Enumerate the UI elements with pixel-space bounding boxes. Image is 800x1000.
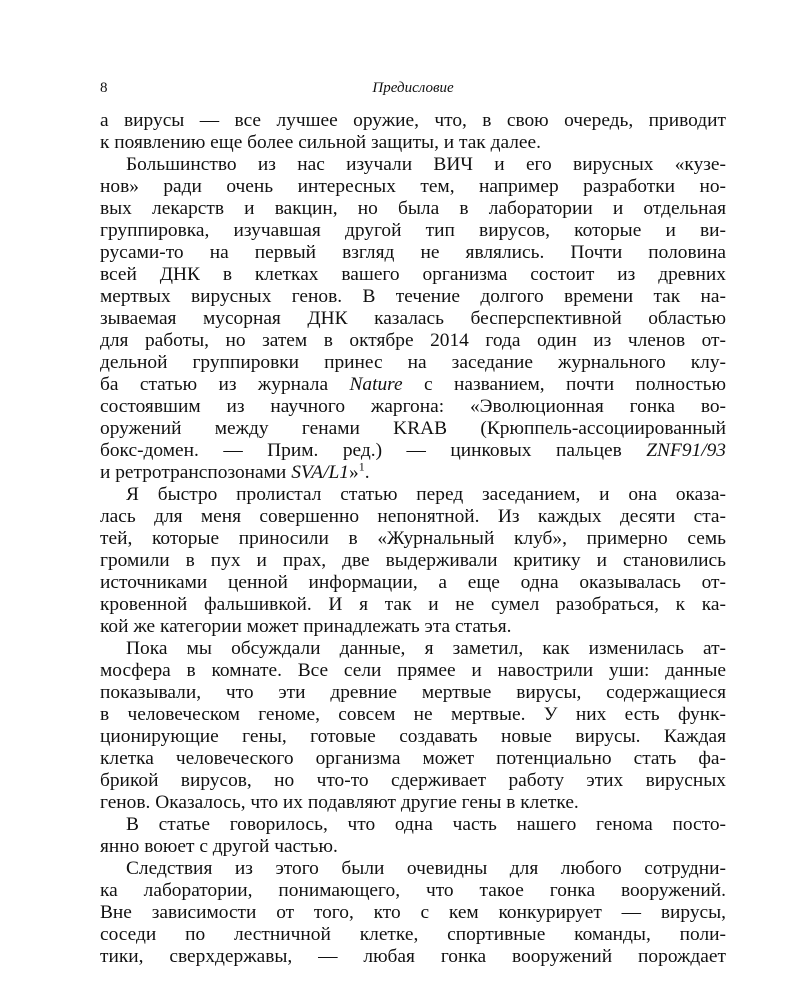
- chapter-title: Предисловие: [372, 80, 454, 96]
- text-line: Большинство из нас изучали ВИЧ и его вирусных «кузе-: [126, 154, 726, 175]
- text-line: [100, 374, 726, 396]
- text-fragment: и ретротранспозонами: [100, 462, 287, 483]
- text-line: нов» ради очень интересных тем, например разработки но-: [100, 176, 726, 197]
- running-head: [100, 78, 726, 100]
- text-line: вых лекарств и вакцин, но была в лаборатории и отдельная: [100, 198, 726, 219]
- text-line: клетка человеческого организма может потенциально стать фа-: [100, 748, 726, 769]
- body-text: [100, 110, 726, 968]
- retrotransposon-name: SVA/L1: [291, 462, 349, 483]
- text-line: брикой вирусов, но что-то сдерживает работу этих вирусных: [100, 770, 726, 791]
- text-line: ка лаборатории, понимающего, что такое гонка вооружений.: [100, 880, 726, 901]
- text-line: Вне зависимости от того, кто с кем конкурирует — вирусы,: [100, 902, 726, 923]
- quote-close: »: [349, 462, 359, 483]
- text-line: источниками ценной информации, а еще одна оказывалась от-: [100, 572, 726, 593]
- text-line: а вирусы — все лучшее оружие, что, в свою очередь, приводит: [100, 110, 726, 131]
- text-fragment: ба статью из журнала: [100, 374, 329, 395]
- text-line: состоявшим из научного жаргона: «Эволюционная гонка во-: [100, 396, 726, 417]
- text-line: кой же категории может принадлежать эта статья.: [100, 616, 512, 637]
- text-line: тики, сверхдержавы, — любая гонка вооружений порождает: [100, 946, 726, 967]
- text-line: для работы, но затем в октябре 2014 года один из членов от-: [100, 330, 726, 351]
- text-line: громили в пух и прах, две выдерживали критику и становились: [100, 550, 726, 571]
- text-line: к появлению еще более сильной защиты, и так далее.: [100, 132, 541, 153]
- text-fragment: бокс-домен. — Прим. ред.) — цинковых пальцев: [100, 440, 622, 461]
- text-line: [100, 440, 726, 462]
- journal-name: Nature: [349, 374, 403, 395]
- text-line: ционирующие гены, готовые создавать новые вирусы. Каждая: [100, 726, 726, 747]
- text-line: Следствия из этого были очевидны для любого сотрудни-: [126, 858, 726, 879]
- footnote-reference[interactable]: 1: [358, 459, 365, 474]
- text-line: показывали, что эти древние мертвые вирусы, содержащиеся: [100, 682, 726, 703]
- text-line: мертвых вирусных генов. В течение долгого времени так на-: [100, 286, 726, 307]
- text-line: Я быстро пролистал статью перед заседанием, и она оказа-: [126, 484, 726, 505]
- gene-name: ZNF91/93: [646, 440, 726, 461]
- text-line: дельной группировки принес на заседание журнального клу-: [100, 352, 726, 373]
- text-line: оружений между генами KRAB (Крюппель-ассоциированный: [100, 418, 726, 439]
- text-line: тей, которые приносили в «Журнальный клуб», примерно семь: [100, 528, 726, 549]
- text-line: Пока мы обсуждали данные, я заметил, как изменилась ат-: [126, 638, 726, 659]
- text-line: русами-то на первый взгляд не являлись. Почти половина: [100, 242, 726, 263]
- text-line: соседи по лестничной клетке, спортивные команды, поли-: [100, 924, 726, 945]
- page-number: 8: [100, 80, 108, 96]
- sentence-end: .: [364, 462, 370, 483]
- text-line: зываемая мусорная ДНК казалась бесперспективной областью: [100, 308, 726, 329]
- text-line: группировка, изучавшая другой тип вирусов, которые и ви-: [100, 220, 726, 241]
- text-line: янно воюет с другой частью.: [100, 836, 338, 857]
- text-line: всей ДНК в клетках вашего организма состоит из древних: [100, 264, 726, 285]
- text-line: генов. Оказалось, что их подавляют другие гены в клетке.: [100, 792, 579, 813]
- text-line: в человеческом геноме, совсем не мертвые. У них есть функ-: [100, 704, 726, 725]
- text-line: мосфера в комнате. Все сели прямее и навострили уши: данные: [100, 660, 726, 681]
- text-line: кровенной фальшивкой. И я так и не сумел разобраться, к ка-: [100, 594, 726, 615]
- text-line: [100, 459, 726, 484]
- text-fragment: с названием, почти полностью: [402, 374, 726, 395]
- text-line: В статье говорилось, что одна часть нашего генома посто-: [126, 814, 726, 835]
- text-line: лась для меня совершенно непонятной. Из каждых десяти ста-: [100, 506, 726, 527]
